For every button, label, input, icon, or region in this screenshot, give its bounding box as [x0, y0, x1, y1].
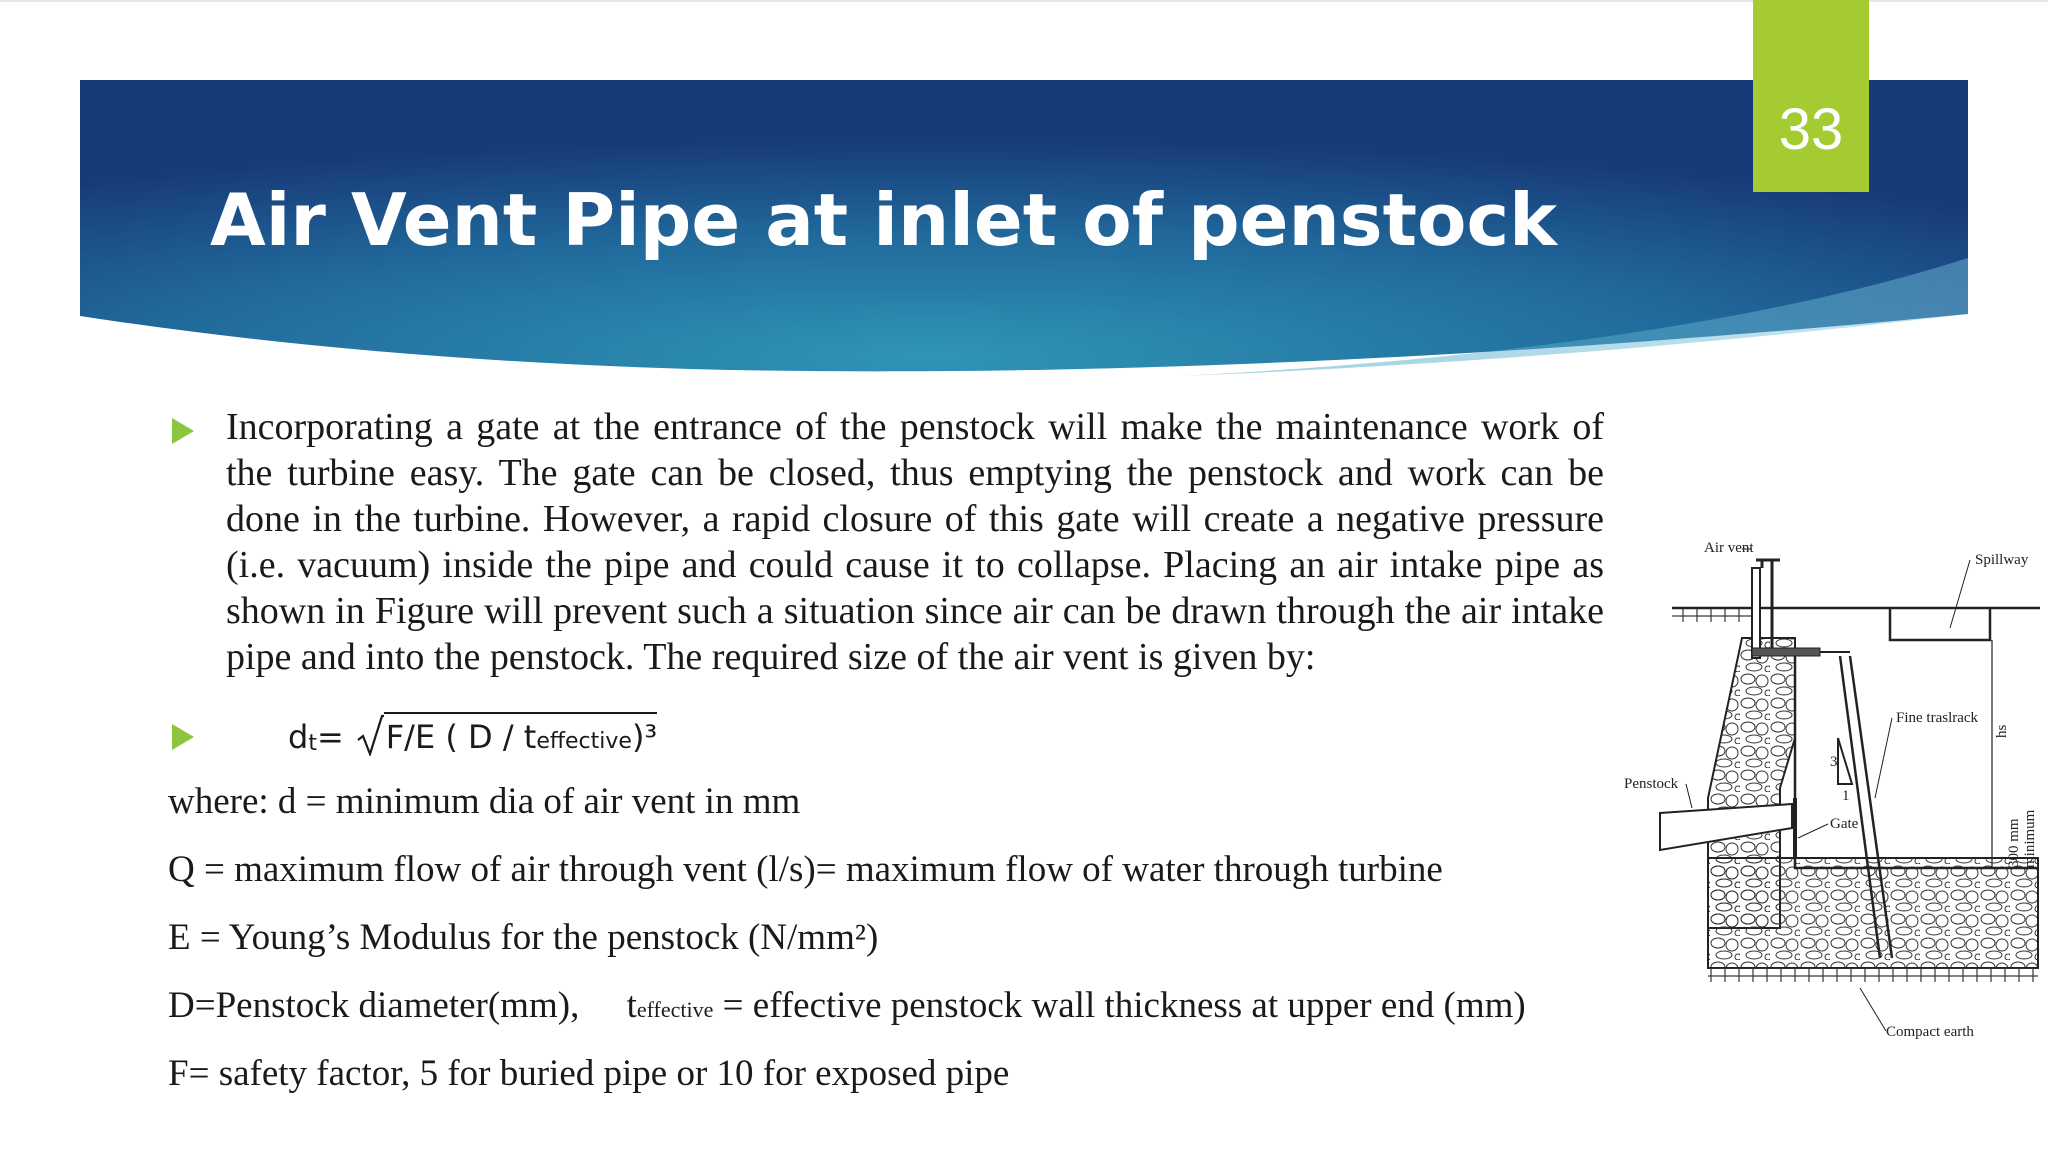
slide-number: 33 [1778, 97, 1844, 162]
compact-earth-strip [1708, 968, 2038, 982]
formula-lhs: d [288, 718, 309, 756]
label-fine-trashrack: Fine traslrack [1896, 710, 1979, 726]
bullet-arrow-icon [172, 418, 194, 444]
penstock-intake-diagram [1620, 528, 2040, 1048]
body-paragraph: Incorporating a gate at the entrance of the penstock will make the maintenance work of the turbine easy. The gate can be closed, thus emptying the penstock and work can be done in the turbine. However, a rapid closure of this gate will create a negative pressure (i.e. vacuum) inside the pipe and could cause it to collapse. Placing an air intake pipe as shown in Figure will prevent such a situation since air can be drawn through the air intake pipe and into the penstock. The required size of the air vent is given by: [226, 406, 1604, 678]
definition-t-prefix: t [626, 985, 637, 1026]
air-vent-pipe [1752, 568, 1760, 658]
label-compact-earth: Compact earth [1886, 1024, 1974, 1040]
label-300mm: 300 mm [2006, 818, 2022, 868]
slide-title: Air Vent Pipe at inlet of penstock [210, 178, 1558, 262]
formula-radicand-end: )³ [631, 718, 658, 756]
label-gate: Gate [1830, 816, 1859, 832]
label-slope-1: 1 [1842, 788, 1850, 804]
definition-diameter-thickness [168, 984, 1526, 1027]
label-air-vent: Air vent [1704, 540, 1754, 556]
definition-t-text: = effective penstock wall thickness at upper end (mm) [713, 985, 1526, 1026]
air-vent-formula [288, 712, 657, 756]
bullet-arrow-icon [172, 724, 194, 750]
formula-equals: = [316, 718, 344, 756]
square-root-icon [356, 714, 384, 756]
formula-lhs-subscript: t [308, 731, 317, 756]
definition-q: Q = maximum flow of air through vent (l/s)= maximum flow of water through turbine [168, 849, 1443, 890]
slide-number-badge [1753, 0, 1869, 192]
label-spillway: Spillway [1975, 552, 2029, 568]
definition-t-subscript: effective [636, 997, 714, 1022]
formula-radicand [384, 712, 657, 756]
ground-strip [1672, 608, 1752, 622]
label-minimum: minimum [2022, 809, 2038, 868]
formula-radicand-subscript: effective [536, 729, 632, 754]
slope-triangle [1838, 738, 1852, 784]
label-penstock: Penstock [1624, 776, 1679, 792]
definition-f: F= safety factor, 5 for buried pipe or 10 for exposed pipe [168, 1053, 1010, 1094]
definition-D: D=Penstock diameter(mm), [168, 985, 580, 1026]
formula-radicand-start: F/E ( D / t [385, 718, 537, 756]
top-border-line [0, 0, 2048, 2]
label-slope-3: 3 [1830, 754, 1838, 770]
definition-d: where: d = minimum dia of air vent in mm [168, 781, 801, 822]
label-hs: hs [1994, 724, 2010, 738]
definition-e: E = Young’s Modulus for the penstock (N/mm²) [168, 917, 879, 958]
